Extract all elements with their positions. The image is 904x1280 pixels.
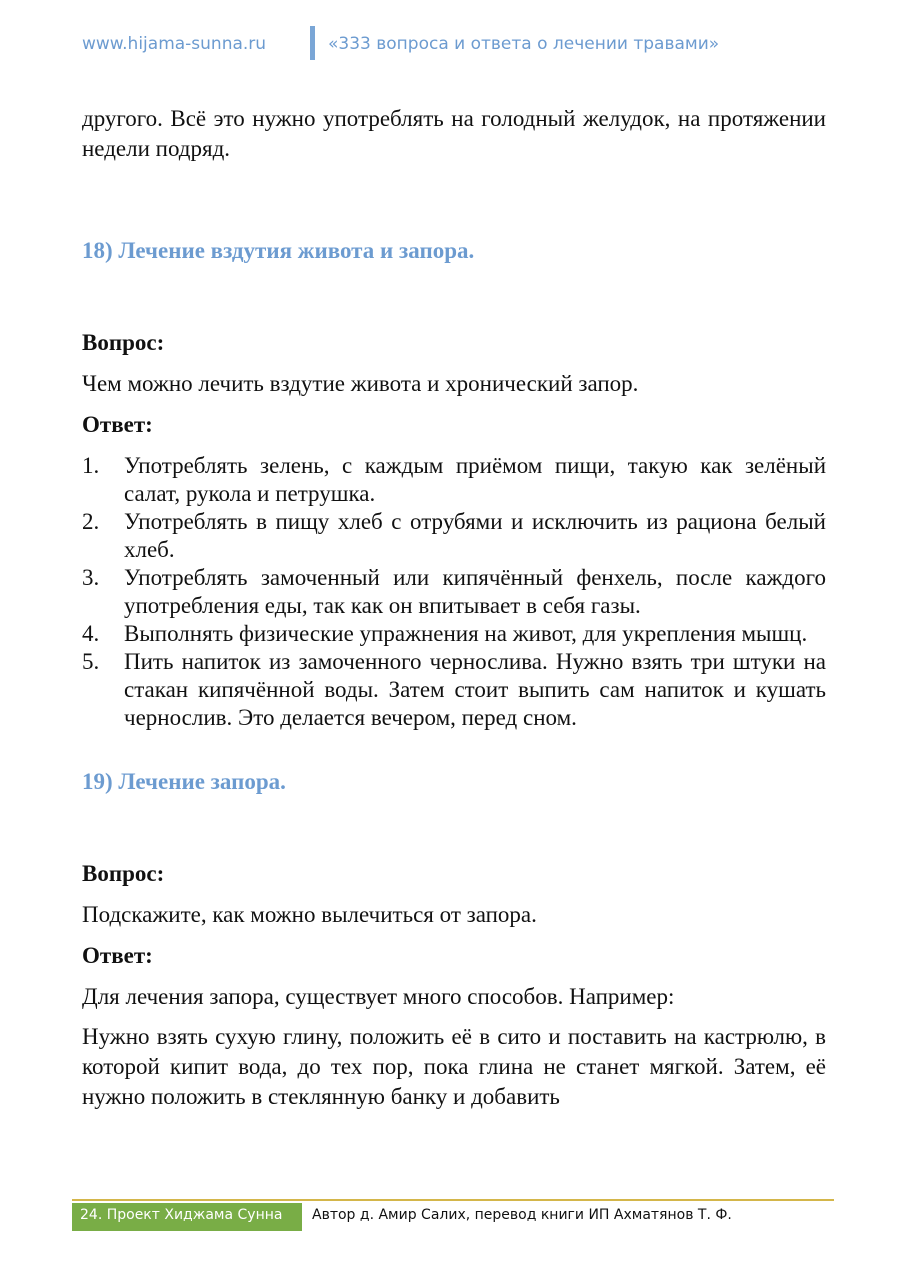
- list-item-number: 4.: [82, 621, 100, 646]
- section-18-heading: 18) Лечение вздутия живота и запора.: [82, 238, 475, 263]
- list-item-text: Употреблять зелень, с каждым приёмом пищи, такую как зелёный салат, рукола и петрушка.: [124, 453, 826, 506]
- page-content: [82, 104, 826, 1112]
- list-item-text: Пить напиток из замоченного чернослива. Нужно взять три штуки на стакан кипячённой воды. Затем стоит выпить сам напиток и кушать чернослив. Это делается вечером, перед сном.: [124, 649, 826, 730]
- list-item-text: Употреблять замоченный или кипячённый фенхель, после каждого употребления еды, так как он впитывает в себя газы.: [124, 565, 826, 618]
- list-item: [82, 620, 826, 648]
- list-item-number: 3.: [82, 565, 100, 590]
- section-19-answer-paragraph: Для лечения запора, существует много способов. Например:: [82, 984, 675, 1009]
- list-item-number: 5.: [82, 649, 100, 674]
- footer-page-label: 24. Проект Хиджама Сунна: [72, 1203, 302, 1231]
- list-item: [82, 508, 826, 564]
- site-url[interactable]: www.hijama-sunna.ru: [82, 34, 267, 54]
- continuation-paragraph: другого. Всё это нужно употреблять на голодный желудок, на протяжении недели подряд.: [82, 106, 826, 161]
- list-item: [82, 648, 826, 732]
- section-19-heading: 19) Лечение запора.: [82, 769, 286, 794]
- footer-divider: [72, 1199, 834, 1201]
- list-item-number: 1.: [82, 453, 100, 478]
- list-item-text: Употреблять в пищу хлеб с отрубями и исключить из рациона белый хлеб.: [124, 509, 826, 562]
- header-divider: [310, 26, 315, 60]
- section-19-answer-paragraph: Нужно взять сухую глину, положить её в сито и поставить на кастрюлю, в которой кипит вода, до тех пор, пока глина не станет мягкой. Затем, её нужно положить в стеклянную банку и добавить: [82, 1024, 826, 1109]
- section-18-question: Чем можно лечить вздутие живота и хронический запор.: [82, 371, 639, 396]
- footer-author: Автор д. Амир Салих, перевод книги ИП Ахматянов Т. Ф.: [312, 1207, 732, 1223]
- list-item: [82, 452, 826, 508]
- page-header: [82, 26, 842, 62]
- section-18-question-label: Вопрос:: [82, 330, 165, 355]
- list-item-number: 2.: [82, 509, 100, 534]
- section-19-question: Подскажите, как можно вылечиться от запора.: [82, 902, 537, 927]
- list-item-text: Выполнять физические упражнения на живот, для укрепления мышц.: [124, 621, 808, 646]
- section-18-answer-label: Ответ:: [82, 412, 153, 437]
- section-18-answer-list: [82, 452, 826, 732]
- book-title: «333 вопроса и ответа о лечении травами»: [328, 34, 720, 54]
- section-19-answer-label: Ответ:: [82, 943, 153, 968]
- section-19-question-label: Вопрос:: [82, 861, 165, 886]
- list-item: [82, 564, 826, 620]
